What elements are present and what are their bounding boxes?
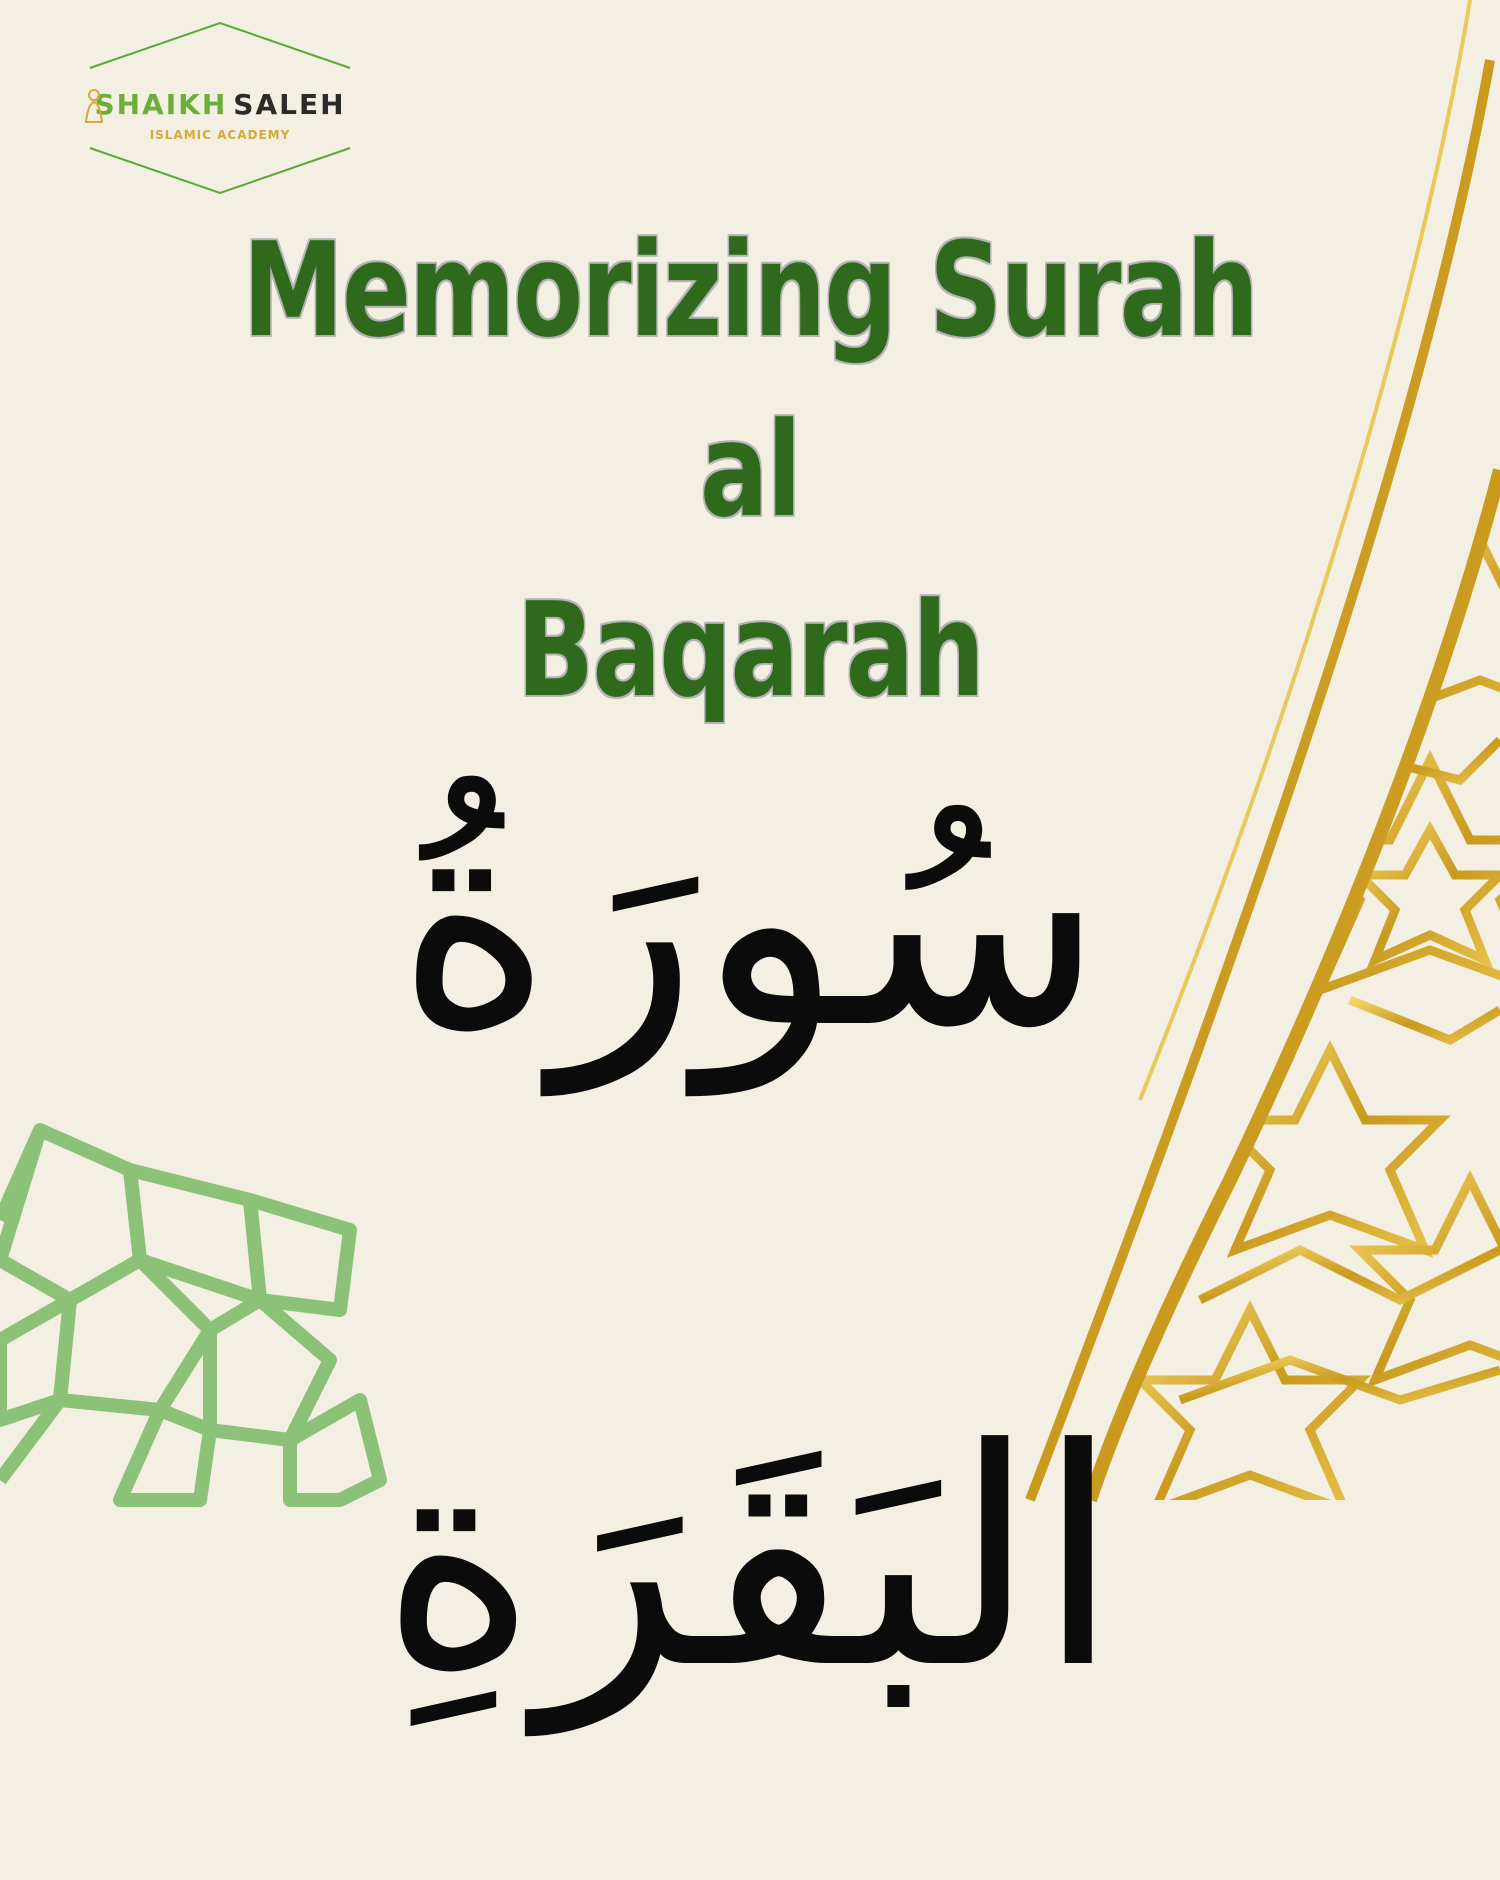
logo-subtitle: ISLAMIC ACADEMY [149, 128, 291, 142]
logo-word-shaikh: SHAIKH [94, 88, 228, 121]
academy-logo [80, 18, 360, 198]
logo-word-saleh: SALEH [233, 88, 346, 121]
praying-figure-icon [80, 88, 108, 124]
title-line-1: Memorizing Surah al [242, 214, 1258, 546]
title-line-2: Baqarah [516, 574, 984, 726]
surah-calligraphy: سُورَةُ البَقَرَةِ [380, 745, 1120, 1734]
